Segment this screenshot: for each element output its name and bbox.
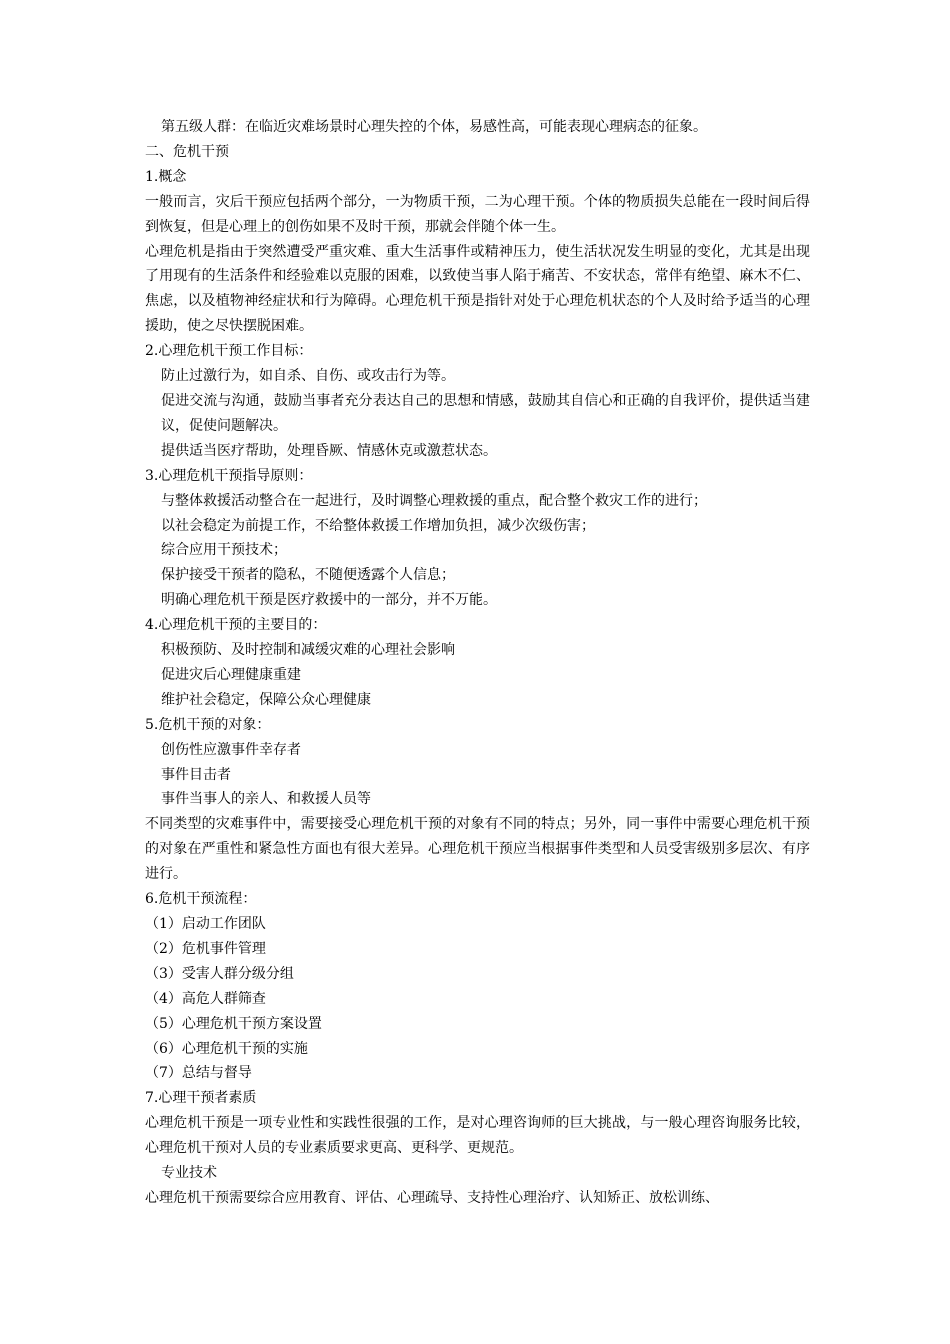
paragraph: 事件目击者 — [161, 766, 231, 783]
document-page — [145, 115, 810, 1211]
paragraph: 6.危机干预流程： — [145, 891, 257, 908]
paragraph: （1）启动工作团队 — [145, 916, 266, 932]
paragraph: 创伤性应激事件幸存者 — [161, 741, 301, 758]
paragraph: （7）总结与督导 — [145, 1065, 252, 1082]
paragraph: 维护社会稳定，保障公众心理健康 — [161, 691, 371, 708]
paragraph: 以社会稳定为前提工作，不给整体救援工作增加负担，减少次级伤害； — [161, 517, 595, 534]
paragraph: 7.心理干预者素质 — [145, 1090, 257, 1107]
paragraph: 保护接受干预者的隐私，不随便透露个人信息； — [161, 567, 455, 584]
paragraph: 心理危机干预需要综合应用教育、评估、心理疏导、支持性心理治疗、认知矫正、放松训练、 — [145, 1189, 719, 1206]
paragraph: 心理危机干预是一项专业性和实践性很强的工作，是对心理咨询师的巨大挑战，与一般心理咨询服务比较，心理危机干预对人员的专业素质要求更高、更科学、更规范。 — [145, 1115, 810, 1157]
paragraph: 4.心理危机干预的主要目的： — [145, 617, 327, 634]
paragraph: 第五级人群：在临近灾难场景时心理失控的个体，易感性高，可能表现心理病态的征象。 — [161, 119, 707, 135]
paragraph: 防止过激行为，如自杀、自伤、或攻击行为等。 — [161, 368, 455, 385]
paragraph: 促进灾后心理健康重建 — [161, 666, 301, 683]
paragraph: （3）受害人群分级分组 — [145, 965, 294, 982]
paragraph: 二、危机干预 — [145, 143, 229, 160]
paragraph: （5）心理危机干预方案设置 — [145, 1015, 322, 1032]
paragraph: 5.危机干预的对象： — [145, 716, 271, 733]
paragraph: 与整体救援活动整合在一起进行，及时调整心理救援的重点，配合整个救灾工作的进行； — [161, 492, 707, 509]
paragraph: 专业技术 — [161, 1165, 217, 1182]
paragraph: 3.心理危机干预指导原则： — [145, 467, 313, 484]
paragraph: 1.概念 — [145, 168, 187, 185]
paragraph: 一般而言，灾后干预应包括两个部分，一为物质干预，二为心理干预。个体的物质损失总能在一段时间后得到恢复，但是心理上的创伤如果不及时干预，那就会伴随个体一生。 — [145, 193, 810, 235]
paragraph: 明确心理危机干预是医疗救援中的一部分，并不万能。 — [161, 592, 497, 609]
paragraph: 综合应用干预技术； — [161, 542, 287, 559]
paragraph: 提供适当医疗帮助，处理昏厥、情感休克或激惹状态。 — [161, 442, 497, 459]
paragraph: （6）心理危机干预的实施 — [145, 1040, 308, 1057]
paragraph: 事件当事人的亲人、和救援人员等 — [161, 791, 371, 808]
paragraph: 不同类型的灾难事件中，需要接受心理危机干预的对象有不同的特点；另外，同一事件中需要心理危机干预的对象在严重性和紧急性方面也有很大差异。心理危机干预应当根据事件类型和人员受害级别多层次、有序进行。 — [145, 816, 810, 883]
paragraph: 促进交流与沟通，鼓励当事者充分表达自己的思想和情感，鼓励其自信心和正确的自我评价，提供适当建议，促使问题解决。 — [161, 392, 810, 434]
paragraph: 2.心理危机干预工作目标： — [145, 343, 313, 360]
paragraph: 积极预防、及时控制和减缓灾难的心理社会影响 — [161, 642, 455, 659]
paragraph: 心理危机是指由于突然遭受严重灾难、重大生活事件或精神压力，使生活状况发生明显的变化，尤其是出现了用现有的生活条件和经验难以克服的困难，以致使当事人陷于痛苦、不安状态，常伴有绝望、麻木不仁、焦虑，以及植物神经症状和行为障碍。心理危机干预是指针对处于心理危机状态的个人及时给予适当的心理援助，使之尽快摆脱困难。 — [145, 243, 810, 335]
paragraph: （4）高危人群筛查 — [145, 990, 266, 1007]
paragraph: （2）危机事件管理 — [145, 940, 266, 957]
